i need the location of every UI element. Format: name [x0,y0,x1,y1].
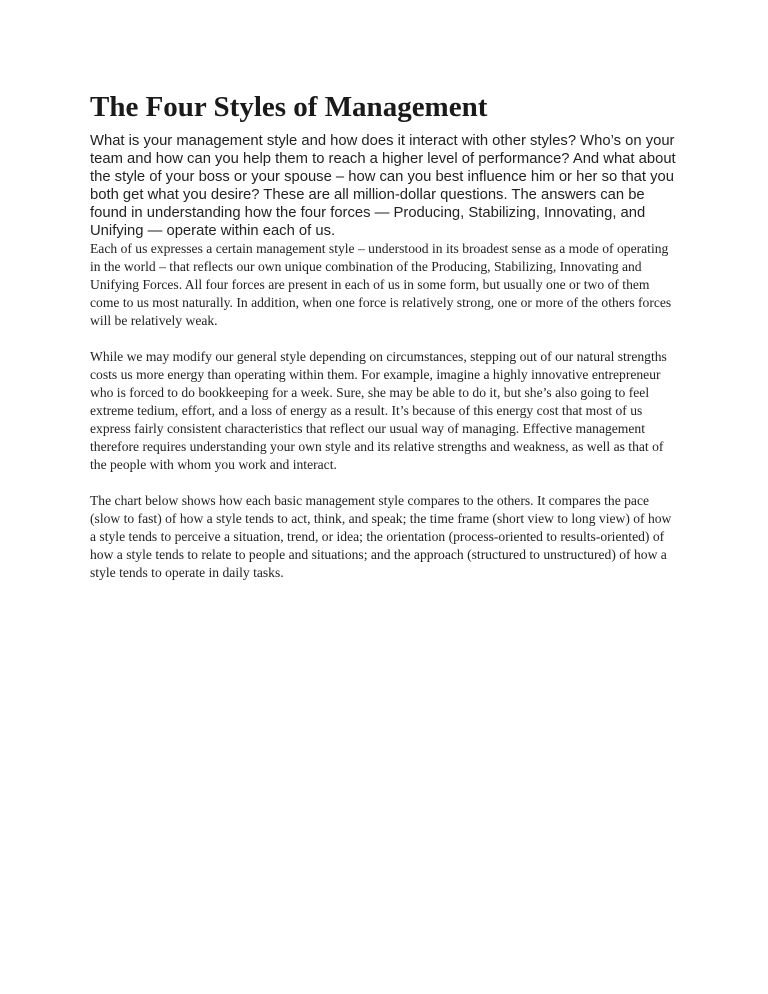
intro-paragraph: What is your management style and how does it interact with other styles? Who’s on your team and how can you help them to reach a higher level of performance? And what about the style of your boss or your spouse – how can you best influence him or her so that you both get what you desire? These are all million-dollar questions. The answers can be found in understanding how the four forces — Producing, Stabilizing, Innovating, and Unifying — operate within each of us. [90,133,676,239]
body-paragraph: Each of us expresses a certain management style – understood in its broadest sense as a mode of operating in the world – that reflects our own unique combination of the Producing, Stabilizing, Innovating and Unifying Forces. All four forces are present in each of us in some form, but usually one or two of them come to us most naturally. In addition, when one force is relatively strong, one or more of the others forces will be relatively weak. [90,241,672,328]
body-paragraph: While we may modify our general style depending on circumstances, stepping out of our natural strengths costs us more energy than operating within them. For example, imagine a highly innovative entrepreneur who is forced to do bookkeeping for a week. Sure, she may be able to do it, but she’s also going to feel extreme tedium, effort, and a loss of energy as a result. It’s because of this energy cost that most of us express fairly consistent characteristics that reflect our usual way of managing. Effective management therefore requires understanding your own style and its relative strengths and weakness, as well as that of the people with whom you work and interact. [90,349,667,472]
page-title: The Four Styles of Management [90,91,488,123]
body-paragraph: The chart below shows how each basic management style compares to the others. It compares the pace (slow to fast) of how a style tends to act, think, and speak; the time frame (short view to long view) of how a style tends to perceive a situation, trend, or idea; the orientation (process-oriented to results-oriented) of how a style tends to relate to people and situations; and the approach (structured to unstructured) of how a style tends to operate in daily tasks. [90,493,672,580]
document-page [90,90,680,600]
